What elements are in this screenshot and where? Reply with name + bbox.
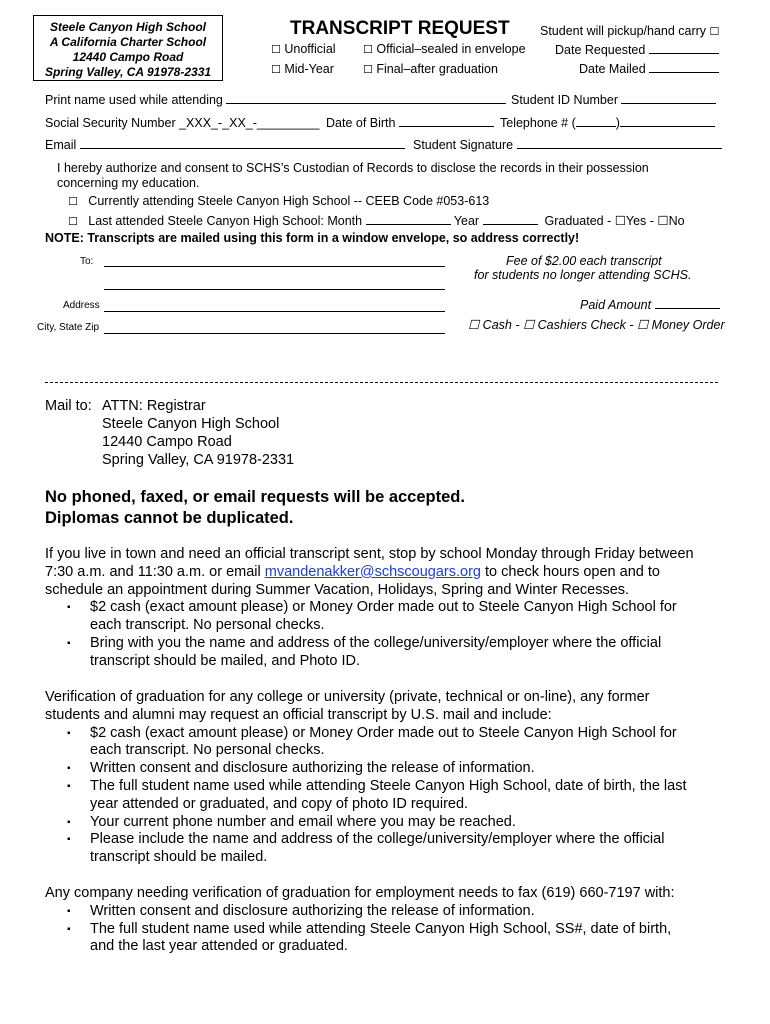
mail-to-school: Steele Canyon High School	[102, 416, 280, 432]
checkbox-currently[interactable]: ☐	[68, 195, 78, 208]
student-id-field[interactable]: Student ID Number	[511, 93, 716, 107]
authorize-text-1: I hereby authorize and consent to SCHS’s Custodian of Records to disclose the records in their possession	[57, 161, 649, 175]
list-item: ▪ Please include the name and address of the college/university/employer where the official transcript should be mailed.	[67, 831, 665, 866]
checkbox-midyear[interactable]: ☐	[271, 63, 281, 76]
school-address-box	[33, 15, 223, 81]
dob-field[interactable]: Date of Birth	[326, 116, 494, 130]
employment-section: Any company needing verification of graduation for employment needs to fax (619) 660-7197 with: ▪ Written consent and disclosure authorizing the release of information. ▪ The full student name used while attending Steele Canyon High School, SS#, date of birth, and the last year attended or graduated.	[45, 885, 675, 955]
to-line-1[interactable]	[104, 266, 445, 267]
date-mailed-field[interactable]: Date Mailed	[579, 62, 719, 76]
ssn-field[interactable]: Social Security Number _XXX_-_XX_-_________	[45, 116, 320, 130]
list-item: ▪ Bring with you the name and address of the college/university/employer where the official transcript should be mailed, and Photo ID.	[67, 634, 662, 669]
option-midyear[interactable]: ☐ Mid-Year	[271, 62, 334, 76]
graduated-choice[interactable]: Graduated - ☐Yes - ☐No	[544, 214, 685, 228]
authorize-text-2: concerning my education.	[57, 176, 200, 190]
mail-to-label: Mail to:	[45, 398, 92, 414]
to-line-2[interactable]	[104, 289, 445, 290]
last-attended-option[interactable]: ☐ Last attended Steele Canyon High School: Month Year Graduated - ☐Yes - ☐No	[68, 214, 685, 228]
list-item: ▪ The full student name used while attending Steele Canyon High School, date of birth, the last year attended or graduated, and copy of photo ID required.	[67, 777, 687, 812]
signature-field[interactable]: Student Signature	[413, 138, 722, 152]
address-label: Address	[63, 300, 100, 311]
warning-diplomas: Diplomas cannot be duplicated.	[45, 509, 294, 527]
checkbox-unofficial[interactable]: ☐	[271, 43, 281, 56]
verification-section: Verification of graduation for any college or university (private, technical or on-line), any former students and alumni may request an official transcript by U.S. mail and include: ▪ $2 cash (exact amount please) or Money Order made out to Steele Canyon High School for each transcript. No personal checks. ▪ Written consent and disclosure authorizing the release of information. ▪ The full student name used while attending Steele Canyon High School, date of birth, the last year attended or graduated, and copy of photo ID required. ▪ Your current phone number and email where you may be reached. ▪ Please include the name and address of the college/university/employer where the official transcript should be mailed.	[45, 689, 687, 866]
school-city: Spring Valley, CA 91978-2331	[44, 65, 212, 79]
payment-options[interactable]: ☐ Cash - ☐ Cashiers Check - ☐ Money Order	[468, 318, 725, 332]
to-label: To:	[80, 256, 94, 267]
list-item: ▪ Your current phone number and email where you may be reached.	[67, 813, 516, 830]
print-name-field[interactable]: Print name used while attending	[45, 93, 506, 107]
warning-no-requests: No phoned, faxed, or email requests will be accepted.	[45, 488, 465, 506]
option-official[interactable]: ☐ Official–sealed in envelope	[363, 42, 526, 56]
city-label: City, State Zip	[37, 322, 100, 333]
list-item: ▪ $2 cash (exact amount please) or Money Order made out to Steele Canyon High School for each transcript. No personal checks.	[67, 724, 677, 759]
school-name: Steele Canyon High School	[49, 20, 207, 34]
in-town-section: If you live in town and need an official transcript sent, stop by school Monday through Friday between 7:30 a.m. and 11:30 a.m. or email mvandenakker@schscougars.org to check hours open and to schedule an appointment during Summer Vacation, Holidays, Spring and Winter Recesses. ▪ $2 cash (exact amount please) or Money Order made out to Steele Canyon High School for each transcript. No personal checks. ▪ Bring with you the name and address of the college/university/employer where the official transcript should be mailed, and Photo ID.	[45, 546, 694, 669]
date-requested-field[interactable]: Date Requested	[555, 43, 719, 57]
list-item: ▪ The full student name used while attending Steele Canyon High School, SS#, date of birth, and the last year attended or graduated.	[67, 920, 672, 955]
checkbox-final[interactable]: ☐	[363, 63, 373, 76]
currently-attending-option[interactable]: ☐ Currently attending Steele Canyon High School -- CEEB Code #053-613	[68, 194, 490, 208]
mail-to-street: 12440 Campo Road	[102, 434, 232, 450]
list-item: ▪ Written consent and disclosure authorizing the release of information.	[67, 760, 535, 777]
address-line[interactable]	[104, 311, 445, 312]
cut-line	[45, 382, 718, 383]
registrar-email-link[interactable]: mvandenakker@schscougars.org	[264, 563, 481, 580]
mailing-note: NOTE: Transcripts are mailed using this form in a window envelope, so address correctly!	[45, 231, 580, 245]
email-field[interactable]: Email	[45, 138, 405, 152]
list-item: ▪ Written consent and disclosure authorizing the release of information.	[67, 902, 535, 919]
school-street: 12440 Campo Road	[72, 50, 184, 64]
fee-text-2: for students no longer attending SCHS.	[474, 268, 692, 282]
checkbox-official[interactable]: ☐	[363, 43, 373, 56]
checkbox-pickup[interactable]: ☐	[709, 25, 720, 38]
school-charter: A California Charter School	[49, 35, 207, 49]
paid-amount-field[interactable]: Paid Amount	[580, 298, 720, 312]
option-unofficial[interactable]: ☐ Unofficial	[271, 42, 336, 56]
telephone-field[interactable]: Telephone # ( )	[500, 116, 715, 130]
pickup-option[interactable]: Student will pickup/hand carry ☐	[540, 24, 720, 38]
mail-to-attn: ATTN: Registrar	[102, 398, 206, 414]
option-final[interactable]: ☐ Final–after graduation	[363, 62, 498, 76]
list-item: ▪ $2 cash (exact amount please) or Money Order made out to Steele Canyon High School for each transcript. No personal checks.	[67, 599, 677, 634]
city-line[interactable]	[104, 333, 445, 334]
form-title: TRANSCRIPT REQUEST	[290, 18, 510, 39]
checkbox-last-attended[interactable]: ☐	[68, 215, 78, 228]
fee-text-1: Fee of $2.00 each transcript	[506, 254, 662, 268]
mail-to-city: Spring Valley, CA 91978-2331	[102, 452, 295, 468]
